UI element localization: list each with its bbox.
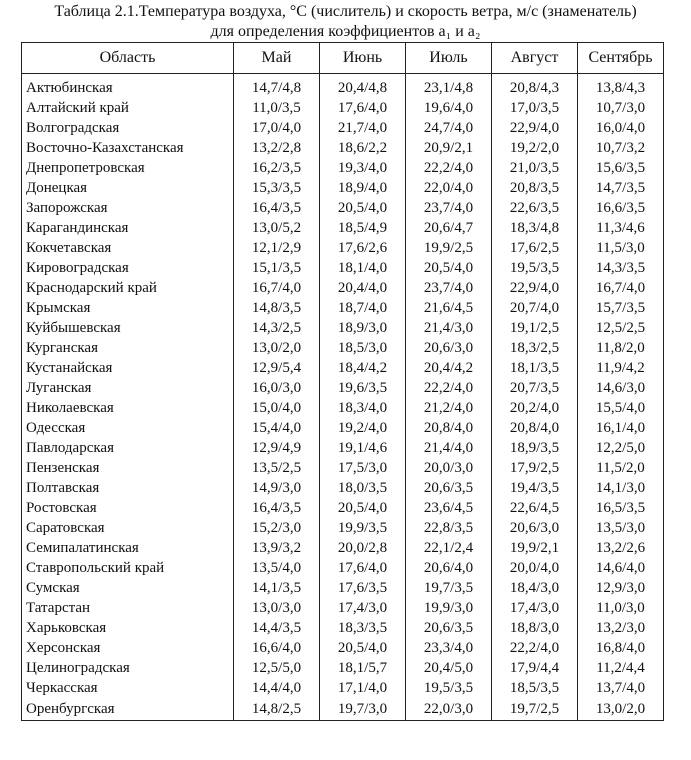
- july-cell: 20,6/4,0: [406, 558, 492, 578]
- july-cell: 20,4/4,2: [406, 358, 492, 378]
- july-cell: 23,3/4,0: [406, 638, 492, 658]
- july-cell: 19,6/4,0: [406, 98, 492, 118]
- august-cell: 22,9/4,0: [492, 118, 578, 138]
- region-cell: Запорожская: [22, 198, 234, 218]
- july-cell: 20,9/2,1: [406, 138, 492, 158]
- august-cell: 20,7/3,5: [492, 378, 578, 398]
- region-cell: Ставропольский край: [22, 558, 234, 578]
- table-row: [22, 518, 664, 538]
- september-cell: 14,3/3,5: [578, 258, 664, 278]
- may-cell: 12,1/2,9: [234, 238, 320, 258]
- may-cell: 14,9/3,0: [234, 478, 320, 498]
- july-cell: 19,5/3,5: [406, 678, 492, 698]
- may-cell: 12,9/5,4: [234, 358, 320, 378]
- table-row: [22, 138, 664, 158]
- june-cell: 17,5/3,0: [320, 458, 406, 478]
- august-cell: 20,8/3,5: [492, 178, 578, 198]
- header-july: Июль: [406, 43, 492, 74]
- region-cell: Николаевская: [22, 398, 234, 418]
- region-cell: Целиноградская: [22, 658, 234, 678]
- august-cell: 19,7/2,5: [492, 698, 578, 721]
- table-row: [22, 358, 664, 378]
- may-cell: 12,9/4,9: [234, 438, 320, 458]
- may-cell: 13,2/2,8: [234, 138, 320, 158]
- table-row: [22, 538, 664, 558]
- july-cell: 21,4/3,0: [406, 318, 492, 338]
- june-cell: 17,6/2,6: [320, 238, 406, 258]
- june-cell: 19,7/3,0: [320, 698, 406, 721]
- august-cell: 20,0/4,0: [492, 558, 578, 578]
- caption-line-1: Таблица 2.1.Температура воздуха, °С (числитель) и скорость ветра, м/с (знаменатель): [54, 3, 637, 20]
- september-cell: 16,5/3,5: [578, 498, 664, 518]
- september-cell: 14,1/3,0: [578, 478, 664, 498]
- june-cell: 18,7/4,0: [320, 298, 406, 318]
- june-cell: 17,1/4,0: [320, 678, 406, 698]
- may-cell: 15,3/3,5: [234, 178, 320, 198]
- may-cell: 12,5/5,0: [234, 658, 320, 678]
- august-cell: 19,2/2,0: [492, 138, 578, 158]
- june-cell: 17,6/3,5: [320, 578, 406, 598]
- region-cell: Херсонская: [22, 638, 234, 658]
- region-cell: Восточно-Казахстанская: [22, 138, 234, 158]
- table-row: [22, 74, 664, 99]
- september-cell: 11,5/2,0: [578, 458, 664, 478]
- september-cell: 15,6/3,5: [578, 158, 664, 178]
- table-row: [22, 478, 664, 498]
- may-cell: 13,9/3,2: [234, 538, 320, 558]
- region-cell: Пензенская: [22, 458, 234, 478]
- july-cell: 22,0/3,0: [406, 698, 492, 721]
- june-cell: 18,5/3,0: [320, 338, 406, 358]
- july-cell: 23,7/4,0: [406, 198, 492, 218]
- may-cell: 16,7/4,0: [234, 278, 320, 298]
- september-cell: 12,2/5,0: [578, 438, 664, 458]
- table-header-row: [22, 43, 664, 74]
- september-cell: 15,5/4,0: [578, 398, 664, 418]
- table-row: [22, 458, 664, 478]
- may-cell: 16,2/3,5: [234, 158, 320, 178]
- july-cell: 20,0/3,0: [406, 458, 492, 478]
- table-row: [22, 218, 664, 238]
- may-cell: 17,0/4,0: [234, 118, 320, 138]
- september-cell: 11,0/3,0: [578, 598, 664, 618]
- region-cell: Полтавская: [22, 478, 234, 498]
- may-cell: 15,0/4,0: [234, 398, 320, 418]
- june-cell: 19,9/3,5: [320, 518, 406, 538]
- july-cell: 19,9/3,0: [406, 598, 492, 618]
- june-cell: 18,5/4,9: [320, 218, 406, 238]
- may-cell: 13,0/2,0: [234, 338, 320, 358]
- september-cell: 13,8/4,3: [578, 74, 664, 99]
- may-cell: 16,0/3,0: [234, 378, 320, 398]
- region-cell: Одесская: [22, 418, 234, 438]
- may-cell: 16,6/4,0: [234, 638, 320, 658]
- july-cell: 20,6/3,5: [406, 618, 492, 638]
- september-cell: 11,5/3,0: [578, 238, 664, 258]
- table-row: [22, 398, 664, 418]
- june-cell: 18,1/4,0: [320, 258, 406, 278]
- region-cell: Семипалатинская: [22, 538, 234, 558]
- may-cell: 13,0/3,0: [234, 598, 320, 618]
- table-row: [22, 258, 664, 278]
- september-cell: 16,0/4,0: [578, 118, 664, 138]
- july-cell: 21,4/4,0: [406, 438, 492, 458]
- september-cell: 11,3/4,6: [578, 218, 664, 238]
- table-row: [22, 318, 664, 338]
- august-cell: 18,3/4,8: [492, 218, 578, 238]
- september-cell: 13,2/3,0: [578, 618, 664, 638]
- september-cell: 15,7/3,5: [578, 298, 664, 318]
- may-cell: 14,4/3,5: [234, 618, 320, 638]
- september-cell: 13,7/4,0: [578, 678, 664, 698]
- june-cell: 20,5/4,0: [320, 638, 406, 658]
- region-cell: Донецкая: [22, 178, 234, 198]
- table-row: [22, 278, 664, 298]
- june-cell: 19,2/4,0: [320, 418, 406, 438]
- august-cell: 18,8/3,0: [492, 618, 578, 638]
- june-cell: 18,3/3,5: [320, 618, 406, 638]
- table-row: [22, 498, 664, 518]
- august-cell: 20,7/4,0: [492, 298, 578, 318]
- table-row: [22, 378, 664, 398]
- may-cell: 13,5/2,5: [234, 458, 320, 478]
- september-cell: 10,7/3,0: [578, 98, 664, 118]
- region-cell: Кокчетавская: [22, 238, 234, 258]
- may-cell: 14,8/2,5: [234, 698, 320, 721]
- temperature-wind-table: [21, 42, 664, 721]
- june-cell: 18,9/3,0: [320, 318, 406, 338]
- july-cell: 23,6/4,5: [406, 498, 492, 518]
- september-cell: 16,7/4,0: [578, 278, 664, 298]
- july-cell: 20,6/3,5: [406, 478, 492, 498]
- may-cell: 15,1/3,5: [234, 258, 320, 278]
- july-cell: 22,0/4,0: [406, 178, 492, 198]
- september-cell: 13,5/3,0: [578, 518, 664, 538]
- may-cell: 16,4/3,5: [234, 498, 320, 518]
- september-cell: 14,6/3,0: [578, 378, 664, 398]
- september-cell: 16,6/3,5: [578, 198, 664, 218]
- may-cell: 15,4/4,0: [234, 418, 320, 438]
- august-cell: 17,9/4,4: [492, 658, 578, 678]
- september-cell: 12,5/2,5: [578, 318, 664, 338]
- table-row: [22, 198, 664, 218]
- september-cell: 13,2/2,6: [578, 538, 664, 558]
- august-cell: 22,6/3,5: [492, 198, 578, 218]
- table-row: [22, 638, 664, 658]
- august-cell: 20,8/4,0: [492, 418, 578, 438]
- august-cell: 20,6/3,0: [492, 518, 578, 538]
- table-row: [22, 598, 664, 618]
- august-cell: 18,1/3,5: [492, 358, 578, 378]
- july-cell: 23,7/4,0: [406, 278, 492, 298]
- july-cell: 19,7/3,5: [406, 578, 492, 598]
- august-cell: 18,5/3,5: [492, 678, 578, 698]
- june-cell: 20,4/4,8: [320, 74, 406, 99]
- region-cell: Оренбургская: [22, 698, 234, 721]
- region-cell: Краснодарский край: [22, 278, 234, 298]
- header-june: Июнь: [320, 43, 406, 74]
- may-cell: 14,1/3,5: [234, 578, 320, 598]
- july-cell: 21,6/4,5: [406, 298, 492, 318]
- july-cell: 22,8/3,5: [406, 518, 492, 538]
- june-cell: 19,3/4,0: [320, 158, 406, 178]
- june-cell: 18,3/4,0: [320, 398, 406, 418]
- september-cell: 11,9/4,2: [578, 358, 664, 378]
- header-august: Август: [492, 43, 578, 74]
- june-cell: 17,6/4,0: [320, 98, 406, 118]
- june-cell: 18,6/2,2: [320, 138, 406, 158]
- table-caption: [0, 2, 691, 42]
- august-cell: 20,8/4,3: [492, 74, 578, 99]
- july-cell: 22,2/4,0: [406, 378, 492, 398]
- september-cell: 14,6/4,0: [578, 558, 664, 578]
- june-cell: 20,5/4,0: [320, 498, 406, 518]
- july-cell: 20,4/5,0: [406, 658, 492, 678]
- july-cell: 20,6/3,0: [406, 338, 492, 358]
- region-cell: Сумская: [22, 578, 234, 598]
- table-row: [22, 158, 664, 178]
- june-cell: 17,6/4,0: [320, 558, 406, 578]
- region-cell: Кировоградская: [22, 258, 234, 278]
- september-cell: 12,9/3,0: [578, 578, 664, 598]
- table-row: [22, 118, 664, 138]
- august-cell: 20,2/4,0: [492, 398, 578, 418]
- september-cell: 14,7/3,5: [578, 178, 664, 198]
- table-row: [22, 618, 664, 638]
- august-cell: 22,6/4,5: [492, 498, 578, 518]
- june-cell: 20,5/4,0: [320, 198, 406, 218]
- may-cell: 15,2/3,0: [234, 518, 320, 538]
- august-cell: 22,2/4,0: [492, 638, 578, 658]
- july-cell: 20,5/4,0: [406, 258, 492, 278]
- table-row: [22, 98, 664, 118]
- region-cell: Волгоградская: [22, 118, 234, 138]
- region-cell: Днепропетровская: [22, 158, 234, 178]
- august-cell: 19,9/2,1: [492, 538, 578, 558]
- june-cell: 20,0/2,8: [320, 538, 406, 558]
- table-row: [22, 338, 664, 358]
- table-row: [22, 438, 664, 458]
- table-row: [22, 238, 664, 258]
- table-body: [22, 74, 664, 721]
- september-cell: 16,8/4,0: [578, 638, 664, 658]
- region-cell: Кустанайская: [22, 358, 234, 378]
- table-row: [22, 418, 664, 438]
- region-cell: Алтайский край: [22, 98, 234, 118]
- august-cell: 17,4/3,0: [492, 598, 578, 618]
- june-cell: 17,4/3,0: [320, 598, 406, 618]
- table-row: [22, 558, 664, 578]
- june-cell: 18,0/3,5: [320, 478, 406, 498]
- header-region: Область: [22, 43, 234, 74]
- region-cell: Ростовская: [22, 498, 234, 518]
- may-cell: 16,4/3,5: [234, 198, 320, 218]
- region-cell: Куйбышевская: [22, 318, 234, 338]
- august-cell: 18,3/2,5: [492, 338, 578, 358]
- august-cell: 19,4/3,5: [492, 478, 578, 498]
- july-cell: 19,9/2,5: [406, 238, 492, 258]
- september-cell: 11,8/2,0: [578, 338, 664, 358]
- june-cell: 19,1/4,6: [320, 438, 406, 458]
- region-cell: Курганская: [22, 338, 234, 358]
- july-cell: 22,2/4,0: [406, 158, 492, 178]
- may-cell: 14,8/3,5: [234, 298, 320, 318]
- region-cell: Актюбинская: [22, 74, 234, 99]
- june-cell: 20,4/4,0: [320, 278, 406, 298]
- july-cell: 20,8/4,0: [406, 418, 492, 438]
- region-cell: Луганская: [22, 378, 234, 398]
- region-cell: Карагандинская: [22, 218, 234, 238]
- header-september: Сентябрь: [578, 43, 664, 74]
- july-cell: 21,2/4,0: [406, 398, 492, 418]
- header-may: Май: [234, 43, 320, 74]
- may-cell: 14,7/4,8: [234, 74, 320, 99]
- region-cell: Черкасская: [22, 678, 234, 698]
- august-cell: 18,4/3,0: [492, 578, 578, 598]
- region-cell: Харьковская: [22, 618, 234, 638]
- august-cell: 17,0/3,5: [492, 98, 578, 118]
- june-cell: 18,9/4,0: [320, 178, 406, 198]
- table-row: [22, 678, 664, 698]
- may-cell: 13,5/4,0: [234, 558, 320, 578]
- september-cell: 10,7/3,2: [578, 138, 664, 158]
- region-cell: Павлодарская: [22, 438, 234, 458]
- table-row: [22, 698, 664, 721]
- september-cell: 11,2/4,4: [578, 658, 664, 678]
- region-cell: Татарстан: [22, 598, 234, 618]
- table-row: [22, 298, 664, 318]
- july-cell: 22,1/2,4: [406, 538, 492, 558]
- table-row: [22, 178, 664, 198]
- august-cell: 18,9/3,5: [492, 438, 578, 458]
- region-cell: Саратовская: [22, 518, 234, 538]
- july-cell: 23,1/4,8: [406, 74, 492, 99]
- august-cell: 21,0/3,5: [492, 158, 578, 178]
- august-cell: 19,5/3,5: [492, 258, 578, 278]
- august-cell: 19,1/2,5: [492, 318, 578, 338]
- may-cell: 13,0/5,2: [234, 218, 320, 238]
- table-row: [22, 658, 664, 678]
- table-row: [22, 578, 664, 598]
- may-cell: 14,3/2,5: [234, 318, 320, 338]
- august-cell: 22,9/4,0: [492, 278, 578, 298]
- june-cell: 21,7/4,0: [320, 118, 406, 138]
- july-cell: 20,6/4,7: [406, 218, 492, 238]
- june-cell: 18,1/5,7: [320, 658, 406, 678]
- september-cell: 16,1/4,0: [578, 418, 664, 438]
- july-cell: 24,7/4,0: [406, 118, 492, 138]
- august-cell: 17,9/2,5: [492, 458, 578, 478]
- may-cell: 11,0/3,5: [234, 98, 320, 118]
- caption-line-2: для определения коэффициентов a₁ и a₂: [210, 23, 481, 40]
- june-cell: 19,6/3,5: [320, 378, 406, 398]
- region-cell: Крымская: [22, 298, 234, 318]
- may-cell: 14,4/4,0: [234, 678, 320, 698]
- june-cell: 18,4/4,2: [320, 358, 406, 378]
- august-cell: 17,6/2,5: [492, 238, 578, 258]
- september-cell: 13,0/2,0: [578, 698, 664, 721]
